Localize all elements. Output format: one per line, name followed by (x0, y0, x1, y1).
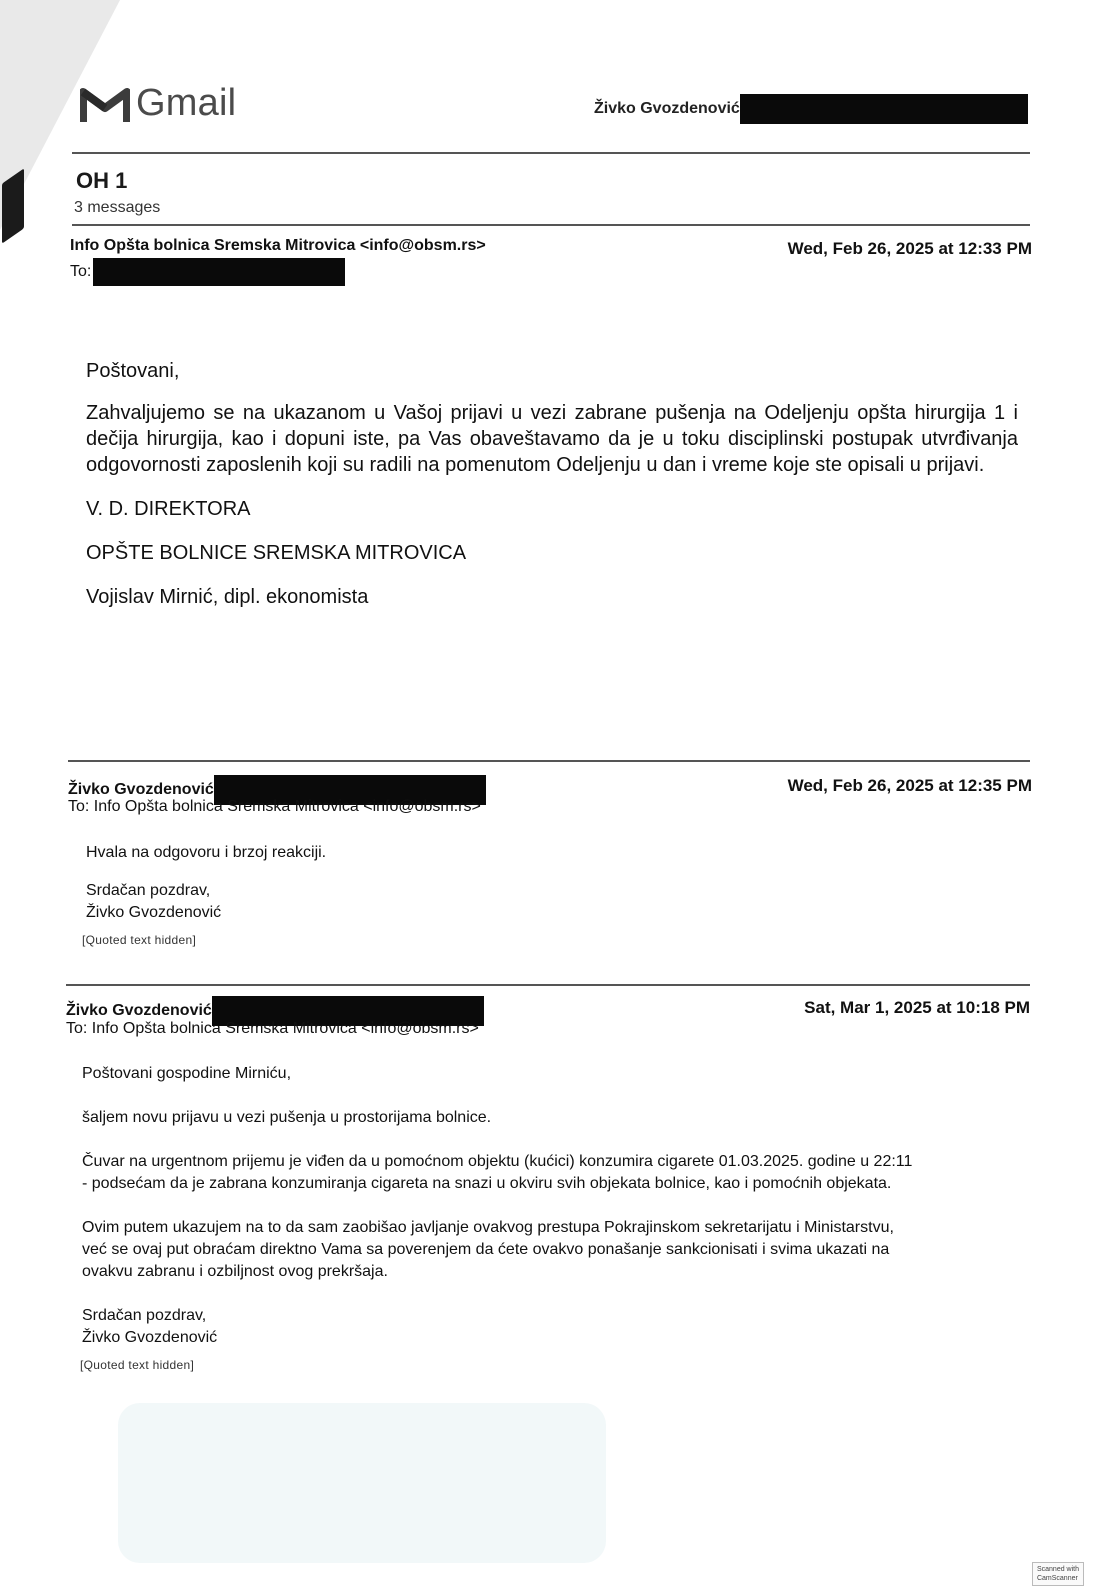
scan-artifact (118, 1403, 606, 1563)
message-3-greeting: Poštovani gospodine Mirniću, (82, 1065, 292, 1082)
message-1-sender: Info Opšta bolnica Sremska Mitrovica <info@obsm.rs> (70, 237, 486, 254)
message-3-paragraph-3-line-3: ovakvu zabranu i ozbiljnost ovog prekršaja. (82, 1263, 388, 1280)
message-3-quoted-text[interactable]: [Quoted text hidden] (80, 1358, 195, 1372)
camscanner-watermark (1032, 1562, 1084, 1586)
account-header (594, 94, 1028, 124)
message-2-date: Wed, Feb 26, 2025 at 12:35 PM (787, 776, 1032, 795)
message-divider-2 (66, 984, 1030, 986)
header-divider (72, 152, 1030, 154)
message-3-paragraph-1: šaljem novu prijavu u vezi pušenja u prostorijama bolnice. (82, 1109, 492, 1126)
message-1-greeting: Poštovani, (86, 360, 180, 382)
message-2-sender: Živko Gvozdenović (68, 781, 214, 798)
message-1-date: Wed, Feb 26, 2025 at 12:33 PM (787, 239, 1032, 258)
camscanner-line-2: CamScanner (1036, 1575, 1078, 1582)
gmail-m-icon (80, 84, 130, 124)
message-3-paragraph-3-line-1: Ovim putem ukazujem na to da sam zaobišao javljanje ovakvog prestupa Pokrajinskom sekretarijatu i Ministarstvu, (82, 1219, 894, 1236)
message-1-body (86, 358, 1018, 610)
thread-subject: OH 1 (76, 168, 128, 193)
message-3-paragraph-3-line-2: već se ovaj put obraćam direktno Vama sa poverenjem da ćete ovakvo ponašanje sankcionisati i svima ukazati na (82, 1241, 890, 1258)
message-2-signature: Živko Gvozdenović (86, 904, 222, 921)
message-2-text: Hvala na odgovoru i brzoj reakciji. (86, 844, 327, 861)
message-1-paragraph: Zahvaljujemo se na ukazanom u Vašoj prijavi u vezi zabrane pušenja na Odeljenju opšta hirurgija 1 i dečija hirurgija, kao i dopuni iste, pa Vas obaveštavamo da je u toku disciplinski postupak utvrđivanja odgovornosti zaposlenih koji su radili na pomenutom Odeljenju u dan i vreme koje ste opisali u prijavi. (86, 402, 1018, 476)
redacted-email (740, 94, 1028, 124)
camscanner-line-1: Scanned with (1036, 1566, 1079, 1573)
message-2-recipient: To: Info Opšta bolnica Sremska Mitrovica <info@obsm.rs> (68, 798, 481, 815)
thread-divider (72, 224, 1030, 226)
message-3-sender: Živko Gvozdenović (66, 1002, 212, 1019)
gmail-wordmark: Gmail (136, 82, 237, 124)
message-1-to-label: To: (70, 263, 92, 280)
message-1-recipient (70, 258, 345, 286)
message-3-date: Sat, Mar 1, 2025 at 10:18 PM (804, 998, 1030, 1017)
thread-message-count: 3 messages (74, 199, 161, 216)
message-divider-1 (68, 760, 1030, 762)
gmail-logo (80, 82, 236, 125)
message-1-signature-org: OPŠTE BOLNICE SREMSKA MITROVICA (86, 542, 467, 564)
message-1-signature-title: V. D. DIREKTORA (86, 498, 251, 520)
message-1-signature-name: Vojislav Mirnić, dipl. ekonomista (86, 586, 369, 608)
message-2-closing: Srdačan pozdrav, (86, 882, 211, 899)
message-2-quoted-text[interactable]: [Quoted text hidden] (82, 933, 197, 947)
message-3-signature: Živko Gvozdenović (82, 1329, 218, 1346)
message-3-paragraph-2-line-2: - podsećam da je zabrana konzumiranja cigareta na snazi u okviru svih objekata bolnice, kao i pomoćnih objekata. (82, 1175, 892, 1192)
message-3-body (82, 1063, 1022, 1349)
account-name: Živko Gvozdenović (594, 100, 740, 117)
message-2-body (86, 842, 986, 924)
message-3-closing: Srdačan pozdrav, (82, 1307, 207, 1324)
message-3-paragraph-2-line-1: Čuvar na urgentnom prijemu je viđen da u pomoćnom objektu (kućici) konzumira cigarete 01.03.2025. godine u 22:11 (82, 1153, 913, 1170)
redacted-recipient (93, 258, 345, 286)
message-3-recipient: To: Info Opšta bolnica Sremska Mitrovica <info@obsm.rs> (66, 1020, 479, 1037)
